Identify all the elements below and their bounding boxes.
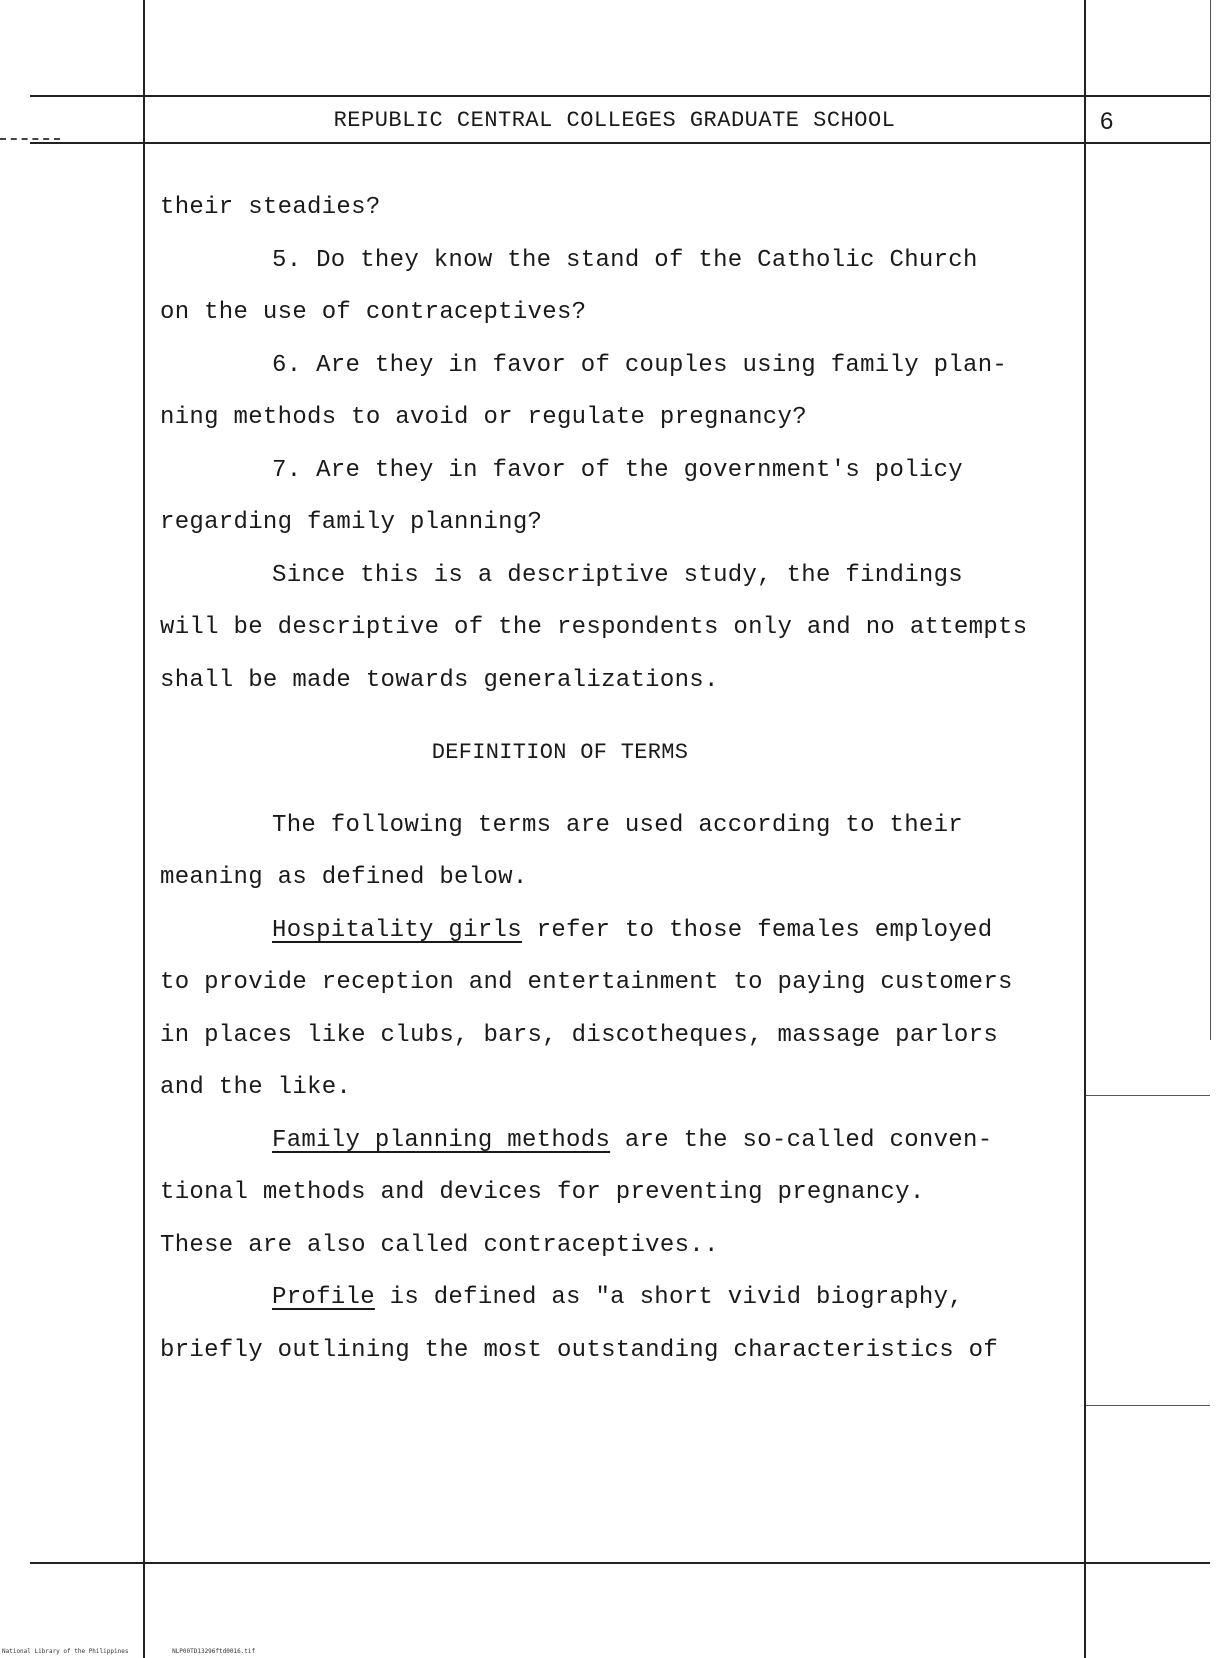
- text-line: in places like clubs, bars, discotheques, massage parlors: [160, 1021, 999, 1049]
- term-family-planning-methods: Family planning methods: [272, 1126, 611, 1154]
- text-line: shall be made towards generalizations.: [160, 666, 719, 694]
- margin-dash-mark: [0, 138, 60, 140]
- left-margin-rule: [143, 0, 145, 1658]
- term-profile: Profile: [272, 1284, 375, 1311]
- text-line: [160, 905, 1080, 958]
- text-line: tional methods and devices for preventing pregnancy.: [160, 1179, 925, 1206]
- scan-footer: [2, 1648, 295, 1655]
- side-rule-1: [1086, 1095, 1210, 1096]
- text-line: meaning as defined below.: [160, 864, 528, 891]
- spacer: [160, 707, 1080, 727]
- file-name: NLP00TD13296ftd0016.tif: [172, 1648, 256, 1655]
- text-line: [160, 1272, 1080, 1325]
- term-hospitality-girls: Hospitality girls: [272, 916, 522, 944]
- text-line: 7. Are they in favor of the government's policy: [272, 456, 964, 484]
- text-line: [160, 1115, 1080, 1168]
- text-fragment: are the so-called conven-: [610, 1126, 993, 1154]
- text-fragment: is defined as "a short vivid biography,: [374, 1284, 964, 1311]
- right-margin-rule: [1084, 0, 1086, 1658]
- spacer: [160, 780, 1080, 800]
- header-top-rule: [30, 95, 1210, 97]
- text-line: These are also called contraceptives..: [160, 1231, 719, 1259]
- text-line: their steadies?: [160, 194, 381, 221]
- text-line: regarding family planning?: [160, 509, 543, 536]
- page-number: 6: [1100, 108, 1114, 135]
- side-rule-2: [1086, 1405, 1210, 1406]
- library-credit: National Library of the Philippines: [2, 1648, 129, 1655]
- footer-rule: [30, 1562, 1210, 1564]
- text-line: The following terms are used according to their: [272, 811, 964, 839]
- text-line: ning methods to avoid or regulate pregnancy?: [160, 404, 807, 431]
- text-line: will be descriptive of the respondents only and no attempts: [160, 614, 1028, 641]
- text-line: 5. Do they know the stand of the Catholic Church: [272, 246, 978, 274]
- body-text: [160, 182, 1080, 1377]
- outer-margin-rule: [1210, 0, 1211, 1040]
- text-line: 6. Are they in favor of couples using family plan-: [272, 351, 1008, 379]
- text-line: Since this is a descriptive study, the findings: [272, 561, 964, 589]
- text-line: and the like.: [160, 1074, 352, 1101]
- text-line: on the use of contraceptives?: [160, 299, 587, 326]
- text-line: to provide reception and entertainment to paying customers: [160, 969, 1013, 996]
- section-heading: DEFINITION OF TERMS: [431, 740, 689, 765]
- page-header-title: REPUBLIC CENTRAL COLLEGES GRADUATE SCHOOL: [333, 108, 896, 133]
- text-fragment: refer to those females employed: [521, 916, 993, 944]
- text-line: briefly outlining the most outstanding characteristics of: [160, 1336, 999, 1364]
- header-bottom-rule: [30, 142, 1210, 144]
